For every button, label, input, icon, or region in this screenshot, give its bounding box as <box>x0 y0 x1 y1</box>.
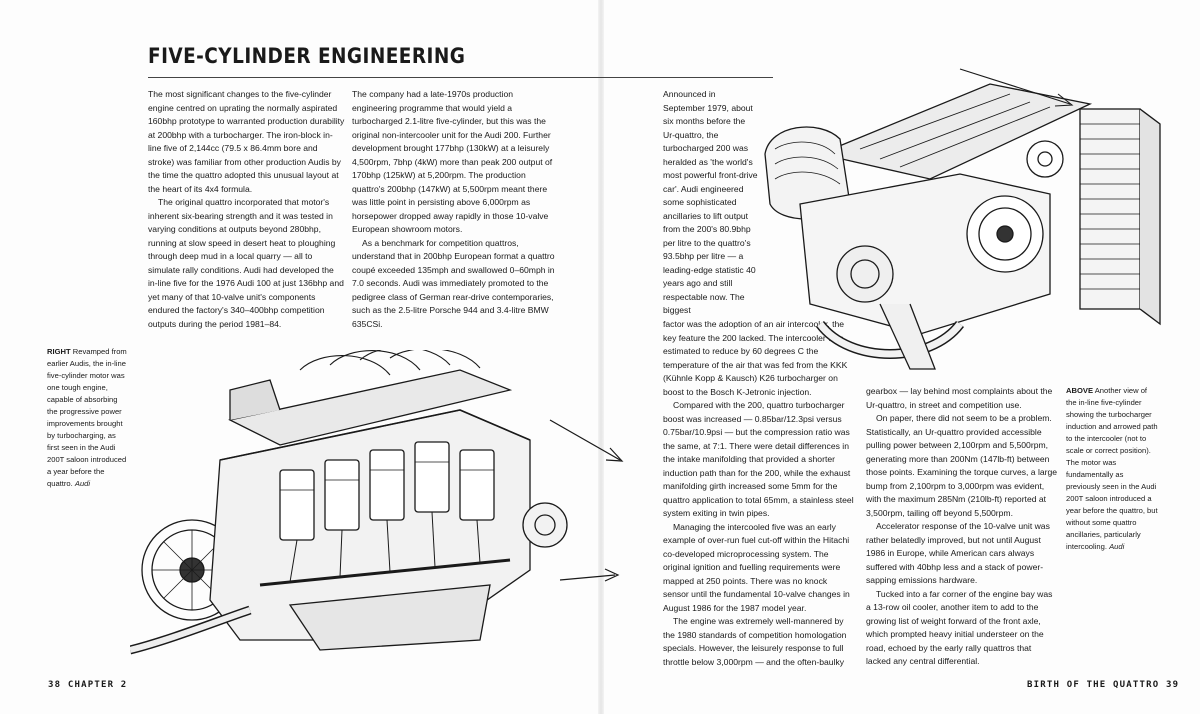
paragraph: The company had a late-1970s production engineering programme that would yield a turbocharged 2.1-litre five-cylinder, but this was the original non-intercooler unit for the Audi 200. Further development brought 177bhp (130kW) at a leisurely 4,500rpm, 7bhp (4kW) more than peak 200 output of 170bhp (125kW) at 5,200rpm. The production quattro's 200bhp (147kW) at 5,500rpm meant there was little point in persisting above 6,000rpm as horsepower dropped away rapidly in those 10-valve European showroom motors. <box>352 89 553 234</box>
folio-left: 38 CHAPTER 2 <box>48 680 128 690</box>
title-rule <box>148 77 773 78</box>
page-title: FIVE-CYLINDER ENGINEERING <box>148 44 466 68</box>
paragraph: Announced in September 1979, about six months before the Ur-quattro, the turbocharged 200 was heralded as 'the world's most powerful front-drive car'. Audi engineered some sophisticated ancillaries to lift output from the 200's 80.9bhp per litre to the quattro's 93.5bhp per litre — a leading-edge statistic 40 years ago and still respectable now. The biggest <box>663 89 758 315</box>
paragraph: On paper, there did not seem to be a problem. Statistically, an Ur-quattro provided accessible pulling power between 2,100rpm and 5,500rpm, generating more than 200Nm (147lb-ft) between those points. Examining the torque curves, a large bump from 2,100rpm to 3,000rpm was evident, with the maximum 285Nm (210lb-ft) reported at 3,500rpm, tailing off beyond 5,500rpm. <box>866 413 1058 518</box>
caption-label: RIGHT <box>47 347 71 356</box>
caption-left <box>47 346 129 490</box>
paragraph: The engine was extremely well-mannered by the 1980 standards of competition homologation specials. However, the leisurely response to full throttle below 3,000rpm — and the often-baulky <box>663 616 847 667</box>
caption-label: ABOVE <box>1066 386 1094 395</box>
paragraph: As a benchmark for competition quattros, understand that in 200bhp European format a quattro coupé exceeded 135mph and swallowed 0–60mph in 7.0 seconds. Audi was immediately promoted to the pedigree class of German rear-drive contemporaries, such as the 2.5-litre Porsche 944 and 3.4-litre BMW 635CSi. <box>352 237 555 329</box>
paragraph: gearbox — lay behind most complaints about the Ur-quattro, in street and competition use. <box>866 386 1053 410</box>
caption-credit: Audi <box>74 479 91 488</box>
text-column-4 <box>866 385 1058 669</box>
text-column-3-narrow <box>663 88 758 318</box>
paragraph: The original quattro incorporated that motor's inherent six-bearing strength and it was tested in varying conditions at outputs beyond 280bhp, running at slow speed in desert heat to ploughing through deep mud in a local quarry — all to simulate rally conditions. Audi had developed the in-line five for the 1976 Audi 100 at just 136bhp and yet many of that 10-valve unit's components endured the factory's 340–400bhp competition outputs during the period 1981–84. <box>148 197 344 329</box>
paragraph: Compared with the 200, quattro turbocharger boost was increased — 0.85bar/12.3psi versus 0.75bar/10.9psi — but the compression ratio was the same, at 7:1. There were detail differences in the intake manifolding that provided a shorter induction path than for the 200, while the exhaust manifolding girth increased some 5mm for the quattro application to total 65mm, a stainless steel system exiting in twin pipes. <box>663 400 854 518</box>
engine-cutaway-illustration <box>130 350 625 665</box>
caption-right <box>1066 385 1158 553</box>
text-column-1 <box>148 88 345 331</box>
caption-text: Another view of the in-line five-cylinder showing the turbocharger induction and arrowed path to the intercooler (not to scale or correct position). The motor was fundamentally as previously seen in the Audi 200T saloon introduced a year before the quattro, but without some quattro ancillaries, particularly intercooling. <box>1066 386 1158 551</box>
folio-right: BIRTH OF THE QUATTRO 39 <box>1027 680 1180 690</box>
paragraph: Managing the intercooled five was an early example of over-run fuel cut-off within the Hitachi co-developed microprocessing system. The original ignition and fuelling requirements were mapped at 250 points. There was no knock sensor until the fundamental 10-valve changes in August 1986 for the 1987 model year. <box>663 521 850 613</box>
caption-credit: Audi <box>1109 542 1125 551</box>
paragraph: Accelerator response of the 10-valve unit was rather belatedly improved, but not until August 1986 in Europe, while American cars always suffered with 40bhp less and a stack of power-sapping emissions hardware. <box>866 521 1050 585</box>
caption-text: Revamped from earlier Audis, the in-line five-cylinder motor was one tough engine, capable of absorbing the progressive power improvements brought by turbocharging, as first seen in the Audi 200T saloon introduced a year before the quattro. <box>47 347 127 488</box>
text-column-2 <box>352 88 557 331</box>
paragraph: Tucked into a far corner of the engine bay was a 13-row oil cooler, another item to add to the growing list of weight forward of the front axle, which prompted heavy initial understeer on the road, echoed by the early rally quattros that lacked any central differential. <box>866 588 1053 666</box>
paragraph: factor was the adoption of an air intercooler, the key feature the 200 lacked. The intercooler was estimated to reduce by 60 degrees C the temperature of the air that was fed from the KKK (Kühnle Kopp & Kausch) K26 turbocharger on boost to the Bosch K-Jetronic injection. <box>663 319 848 397</box>
engine-turbo-illustration <box>760 64 1170 379</box>
paragraph: The most significant changes to the five-cylinder engine centred on uprating the normally aspirated 160bhp prototype to warranted production durability at 200bhp with a turbocharger. The iron-block in-line five of 2,144cc (79.5 x 86.4mm bore and stroke) was familiar from other production Audis by the time the quattro adopted this unusual layout at the heart of its 4x4 formula. <box>148 89 345 194</box>
